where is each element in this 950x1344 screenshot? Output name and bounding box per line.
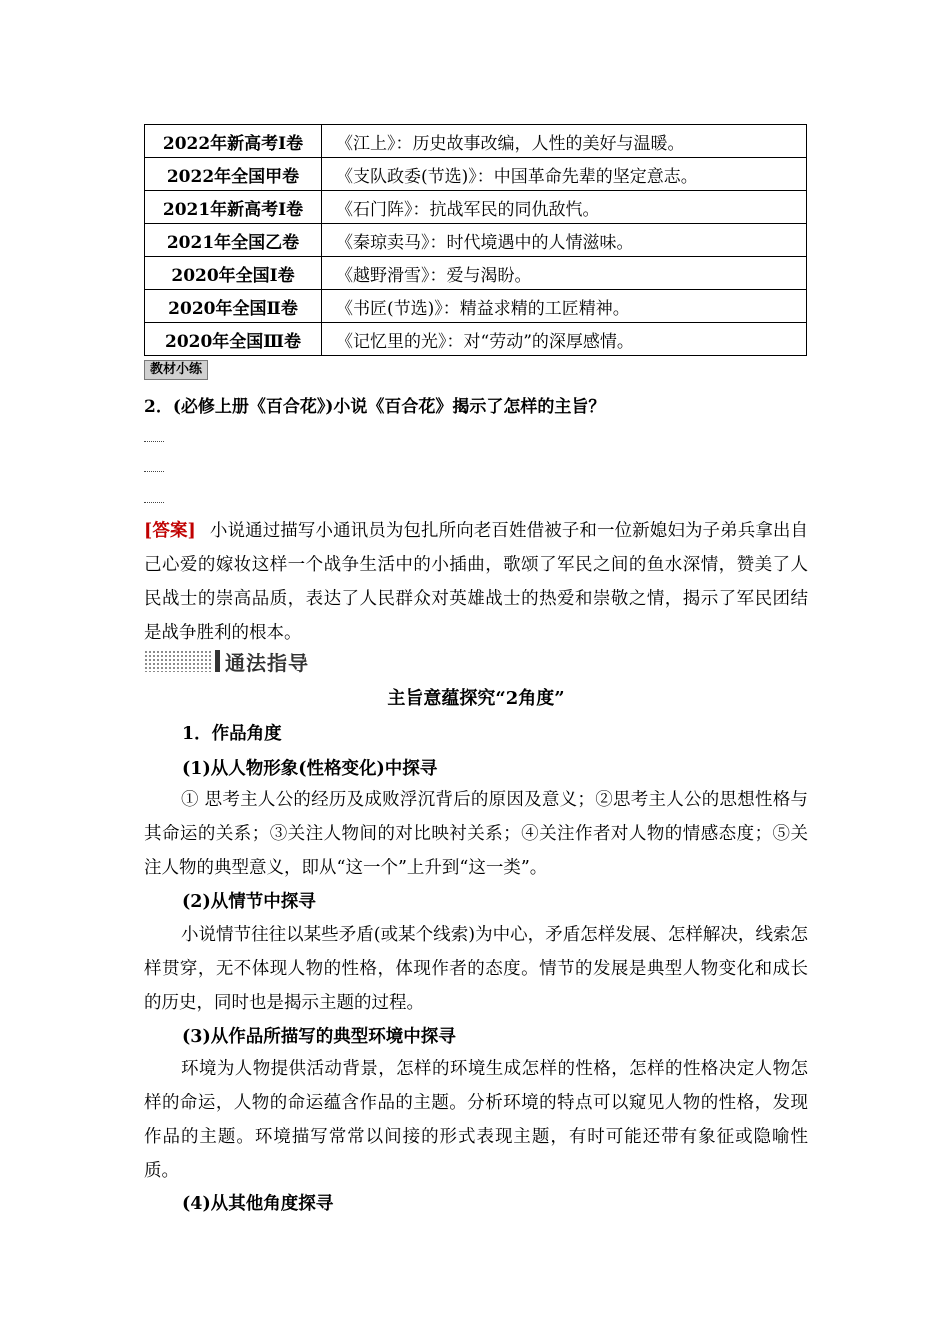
answer-blank-line xyxy=(144,441,164,442)
table-row xyxy=(145,224,807,257)
exam-content-cell: 《支队政委(节选)》：中国革命先辈的坚定意志。 xyxy=(322,158,807,191)
answer-blank-line xyxy=(144,471,164,472)
exam-year-cell: 2021年全国乙卷 xyxy=(145,224,322,257)
section-banner-title: 通法指导 xyxy=(225,650,309,675)
table-row xyxy=(145,323,807,356)
practice-tag: 教材小练 xyxy=(144,360,208,380)
exam-year-cell: 2021年新高考Ⅰ卷 xyxy=(145,191,322,224)
dot-pattern-decoration xyxy=(144,650,212,672)
table-row xyxy=(145,191,807,224)
exam-content-cell: 《书匠(节选)》：精益求精的工匠精神。 xyxy=(322,290,807,323)
table-row xyxy=(145,125,807,158)
table-row xyxy=(145,158,807,191)
exam-year-cell: 2020年全国Ⅲ卷 xyxy=(145,323,322,356)
exam-year-cell: 2020年全国Ⅰ卷 xyxy=(145,257,322,290)
subheading-other: (4)从其他角度探寻 xyxy=(182,1194,334,1214)
paragraph-character: ① 思考主人公的经历及成败浮沉背后的原因及意义；②思考主人公的思想性格与其命运的关系；③关注人物间的对比映衬关系；④关注作者对人物的情感态度；⑤关注人物的典型意义，即从“这一个”上升到“这一类”。 xyxy=(144,790,808,878)
exam-year-cell: 2022年新高考Ⅰ卷 xyxy=(145,125,322,158)
exam-content-cell: 《江上》：历史故事改编，人性的美好与温暖。 xyxy=(322,125,807,158)
exam-content-cell: 《越野滑雪》：爱与渴盼。 xyxy=(322,257,807,290)
subheading-plot: (2)从情节中探寻 xyxy=(182,892,316,912)
exam-year-cell: 2020年全国Ⅱ卷 xyxy=(145,290,322,323)
section-banner xyxy=(144,648,309,674)
exam-content-cell: 《石门阵》：抗战军民的同仇敌忾。 xyxy=(322,191,807,224)
table-row xyxy=(145,257,807,290)
subheading-character: (1)从人物形象(性格变化)中探寻 xyxy=(182,759,438,779)
answer-label: [答案] xyxy=(144,521,196,541)
banner-bar-decoration xyxy=(215,650,220,672)
answer-block xyxy=(144,514,808,650)
exam-content-cell: 《记忆里的光》：对“劳动”的深厚感情。 xyxy=(322,323,807,356)
answer-text: 小说通过描写小通讯员为包扎所向老百姓借被子和一位新媳妇为子弟兵拿出自己心爱的嫁妆这样一个战争生活中的小插曲，歌颂了军民之间的鱼水深情，赞美了人民战士的崇高品质，表达了人民群众对英雄战士的热爱和崇敬之情，揭示了军民团结是战争胜利的根本。 xyxy=(144,521,808,643)
exam-year-cell: 2022年全国甲卷 xyxy=(145,158,322,191)
heading-work-angle: 1．作品角度 xyxy=(182,724,282,744)
section-title: 主旨意蕴探究“2角度” xyxy=(387,688,565,709)
subheading-environment: (3)从作品所描写的典型环境中探寻 xyxy=(182,1027,456,1047)
exam-content-cell: 《秦琼卖马》：时代境遇中的人情滋味。 xyxy=(322,224,807,257)
answer-blank-line xyxy=(144,502,164,503)
exam-table xyxy=(144,124,807,356)
paragraph-environment: 环境为人物提供活动背景，怎样的环境生成怎样的性格，怎样的性格决定人物怎样的命运，人物的命运蕴含作品的主题。分析环境的特点可以窥见人物的性格，发现作品的主题。环境描写常常以间接的形式表现主题，有时可能还带有象征或隐喻性质。 xyxy=(144,1059,808,1181)
question-text: 2．(必修上册《百合花》)小说《百合花》揭示了怎样的主旨？ xyxy=(144,397,606,417)
table-row xyxy=(145,290,807,323)
paragraph-plot: 小说情节往往以某些矛盾(或某个线索)为中心，矛盾怎样发展、怎样解决，线索怎样贯穿，无不体现人物的性格，体现作者的态度。情节的发展是典型人物变化和成长的历史，同时也是揭示主题的过程。 xyxy=(144,925,808,1013)
